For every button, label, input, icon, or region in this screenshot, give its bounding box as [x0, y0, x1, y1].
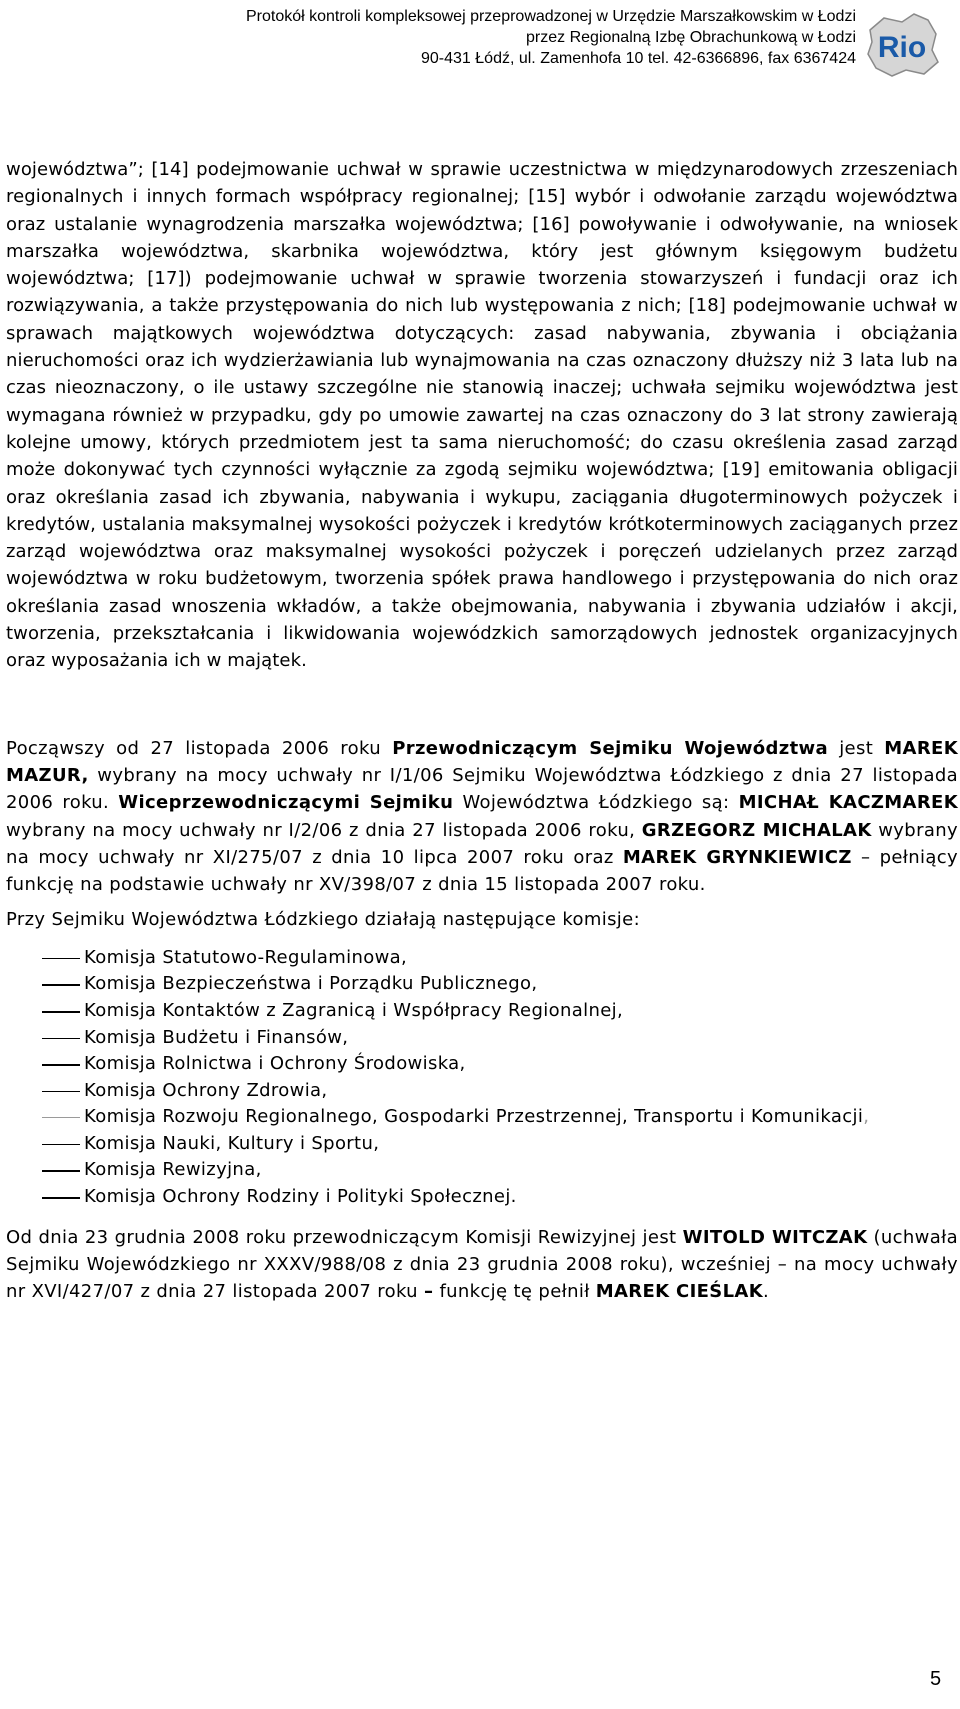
committee-name: Komisja Kontaktów z Zagranicą i Współpracy Regionalnej,	[84, 999, 624, 1021]
committees-list	[6, 945, 958, 1211]
text-segment: Od dnia 23 grudnia 2008 roku przewodniczącym Komisji Rewizyjnej jest	[6, 1226, 683, 1248]
audit-committee-paragraph	[6, 1224, 958, 1306]
page-header	[140, 6, 856, 69]
dash-bullet	[42, 1064, 80, 1066]
committee-name: Komisja Nauki, Kultury i Sportu,	[84, 1132, 380, 1154]
bold-name: MAREK MAZUR,	[6, 737, 958, 786]
committee-name: Komisja Ochrony Zdrowia,	[84, 1079, 328, 1101]
committee-name: Komisja Rozwoju Regionalnego, Gospodarki Przestrzennej, Transportu i Komunikacji	[84, 1106, 864, 1128]
page-number: 5	[930, 1668, 942, 1690]
text-segment: (uchwała Sejmiku Wojewódzkiego nr XXXV/988/08 z dnia 23 grudnia 2008 roku), wcześniej – na mocy uchwały nr XVI/427/07 z dnia 27 listopada 2007 roku	[6, 1226, 958, 1303]
bold-name: MICHAŁ KACZMAREK	[738, 792, 958, 814]
list-item	[6, 971, 958, 998]
bold-name: WITOLD WITCZAK	[682, 1226, 868, 1248]
list-item	[6, 1025, 958, 1052]
list-item	[6, 1184, 958, 1211]
logo-text: Rio	[877, 31, 927, 64]
dash-bullet	[42, 1091, 80, 1093]
paragraph-text: województwa”; [14] podejmowanie uchwał w sprawie uczestnictwa w międzynarodowych zrzeszeniach regionalnych i innych formach współpracy regionalnej; [15] wybór i odwołanie zarządu województwa oraz ustalanie wynagrodzenia marszałka województwa; [16] powoływanie i odwoływanie, na wniosek marszałka województwa, skarbnika województwa, który jest głównym księgowym budżetu województwa; [17]) podejmowanie uchwał w sprawie tworzenia stowarzyszeń i fundacji oraz ich rozwiązywania, a także przystępowania do nich lub występowania z nich; [18] podejmowanie uchwał w sprawach majątkowych województwa dotyczących: zasad nabywania, zbywania i obciążania nieruchomości oraz ich wydzierżawiania lub wynajmowania na czas oznaczony dłuższy niż 3 lata lub na czas nieoznaczony, o ile ustawy szczególne nie stanowią inaczej; uchwała sejmiku województwa jest wymagana również w przypadku, gdy po umowie zawartej na czas oznaczony do 3 lat strony zawierają kolejne umowy, których przedmiotem jest ta sama nieruchomość; do czasu określenia zasad zarząd może dokonywać tych czynności wyłącznie za zgodą sejmiku województwa; [19] emitowania obligacji oraz określania zasad ich zbywania, nabywania i wykupu, zaciągania długoterminowych pożyczek i kredytów, ustalania maksymalnej wysokości pożyczek i kredytów krótkoterminowych zaciąganych przez zarząd województwa oraz maksymalnej wysokości pożyczek i poręczeń udzielanych przez zarząd województwa w roku budżetowym, tworzenia spółek prawa handlowego i przystępowania do nich oraz określania zasad wnoszenia wkładów, a także obejmowania, nabywania i zbywania udziałów i akcji, tworzenia, przekształcania i likwidowania wojewódzkich samorządowych jednostek organizacyjnych oraz wyposażania ich w majątek.	[6, 159, 958, 672]
text-segment: jest	[828, 737, 885, 759]
text-segment: wybrany na mocy uchwały nr I/2/06 z dnia 27 listopada 2006 roku,	[6, 819, 642, 841]
bold-dash: –	[424, 1281, 434, 1303]
text-segment: wybrany na mocy uchwały nr I/1/06 Sejmiku Województwa Łódzkiego z dnia 27 listopada 2006 roku.	[6, 764, 958, 814]
dash-bullet	[42, 984, 80, 986]
dash-bullet	[42, 1038, 80, 1040]
committee-name: Komisja Rolnictwa i Ochrony Środowiska,	[84, 1053, 466, 1075]
text-segment: .	[763, 1281, 770, 1303]
text-segment: wybrany na mocy uchwały nr XI/275/07 z dnia 10 lipca 2007 roku oraz	[6, 819, 958, 868]
rio-logo	[862, 10, 942, 80]
dash-bullet	[42, 1117, 80, 1118]
dash-bullet	[42, 1144, 80, 1146]
bold-name: MAREK CIEŚLAK	[595, 1281, 764, 1303]
trailing-comma: ,	[863, 1106, 870, 1128]
text-segment: funkcję tę pełnił	[433, 1281, 596, 1303]
header-authority: przez Regionalną Izbę Obrachunkową w Łodzi	[526, 29, 856, 46]
list-item	[6, 1078, 958, 1105]
dash-bullet	[42, 1170, 80, 1172]
bold-name: GRZEGORZ MICHALAK	[641, 819, 872, 841]
header-address: 90-431 Łódź, ul. Zamenhofa 10 tel. 42-6366896, fax 6367424	[421, 50, 856, 67]
committee-name: Komisja Bezpieczeństwa i Porządku Publicznego,	[84, 973, 538, 995]
committee-name: Komisja Statutowo-Regulaminowa,	[84, 946, 408, 968]
list-item	[6, 1104, 958, 1131]
sejmik-chairmen-paragraph	[6, 735, 958, 899]
text-segment: – pełniący funkcję na podstawie uchwały nr XV/398/07 z dnia 15 listopada 2007 roku.	[6, 846, 958, 896]
header-title: Protokół kontroli kompleksowej przeprowadzonej w Urzędzie Marszałkowskim w Łodzi	[245, 8, 856, 25]
bold-segment: Wiceprzewodniczącymi Sejmiku	[118, 792, 454, 814]
bold-name: MAREK GRYNKIEWICZ	[622, 846, 852, 868]
list-item	[6, 1051, 958, 1078]
list-item	[6, 945, 958, 972]
bold-segment: Przewodniczącym Sejmiku Województwa	[392, 737, 829, 759]
sejmik-competences-paragraph	[6, 156, 958, 675]
committees-intro: Przy Sejmiku Województwa Łódzkiego działają następujące komisje:	[6, 909, 640, 931]
dash-bullet	[42, 1011, 80, 1013]
committee-name: Komisja Budżetu i Finansów,	[84, 1026, 349, 1048]
committee-name: Komisja Rewizyjna,	[84, 1159, 262, 1181]
text-segment: Począwszy od 27 listopada 2006 roku	[6, 737, 393, 759]
text-segment: Województwa Łódzkiego są:	[453, 792, 739, 814]
list-item	[6, 1131, 958, 1158]
document-body	[6, 156, 958, 1306]
dash-bullet	[42, 1197, 80, 1199]
dash-bullet	[42, 958, 80, 960]
list-item	[6, 998, 958, 1025]
committee-name: Komisja Ochrony Rodziny i Polityki Społecznej.	[84, 1186, 517, 1208]
list-item	[6, 1157, 958, 1184]
